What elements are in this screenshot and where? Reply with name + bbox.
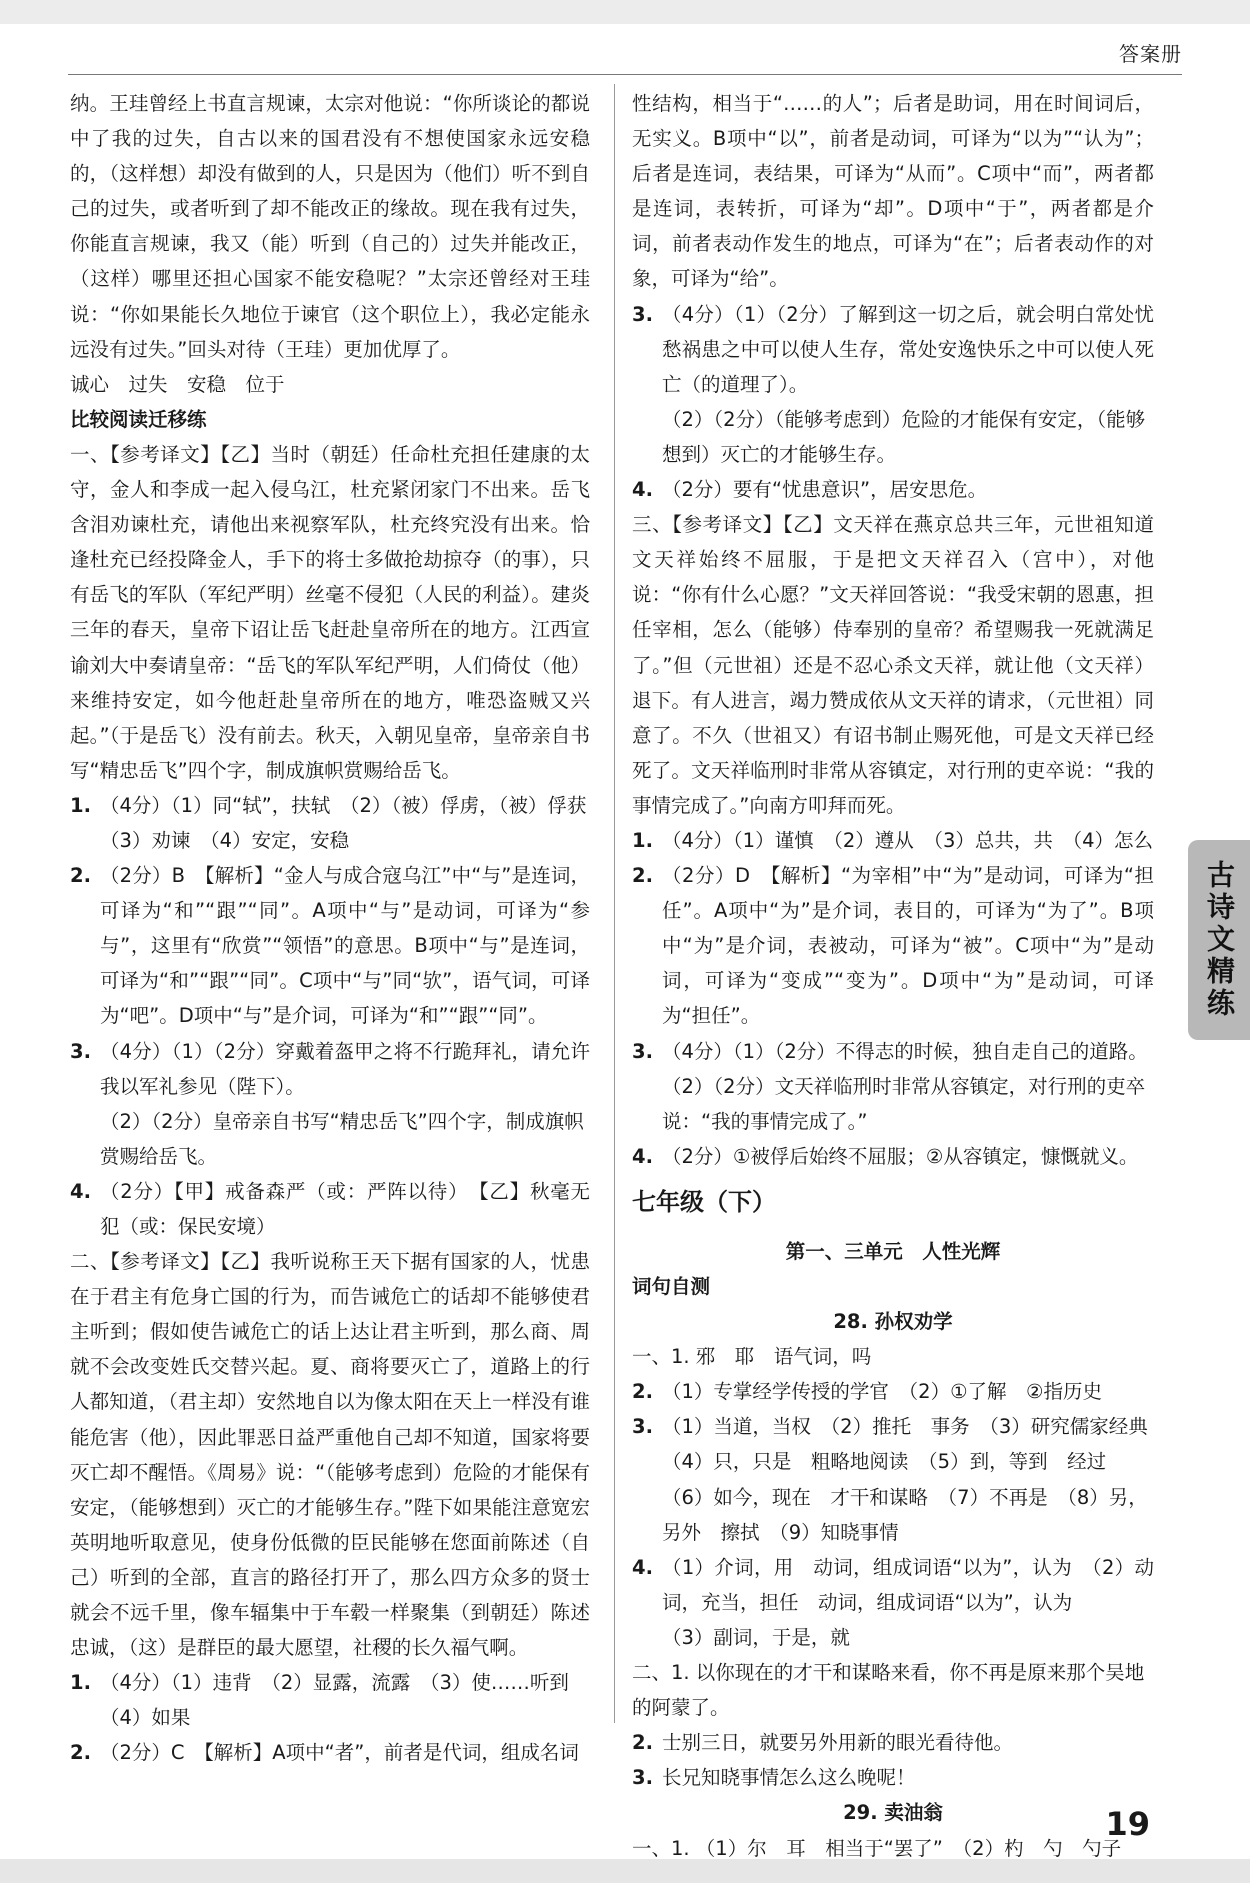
left-column	[70, 86, 590, 1771]
answer-item: 4. （2分）①被俘后始终不屈服；②从容镇定，慷慨就义。	[632, 1144, 1139, 1168]
answer-item: 2. 士别三日，就要另外用新的眼光看待他。	[632, 1731, 1014, 1755]
section-title: 比较阅读迁移练	[70, 407, 207, 431]
answer-continuation: （4）如果	[100, 1706, 191, 1730]
grade-title: 七年级（下）	[632, 1187, 776, 1216]
page-number: 19	[1105, 1805, 1150, 1843]
unit-title: 第一、三单元 人性光辉	[785, 1239, 1001, 1263]
answer-line: 二、1. 以你现在的才干和谋略来看，你不再是原来那个吴地的阿蒙了。	[632, 1661, 1145, 1720]
answer-item: 4. （2分）要有“忧患意识”，居安思危。	[632, 478, 988, 502]
lesson-title: 28. 孙权劝学	[833, 1310, 953, 1334]
answer-item: 2. （2分）D 【解析】“为宰相”中“为”是动词，可译为“担任”。A项中“为”是介词，表目的，可译为“为了”。B项中“为”是介词，表被动，可译为“被”。C项中“为”是动词，可译为“变成”“变为”。D项中“为”是动词，可译为“担任”。	[632, 864, 1154, 1028]
answer-continuation: （2）（2分）皇帝亲自书写“精忠岳飞”四个字，制成旗帜赏赐给岳飞。	[100, 1109, 584, 1168]
translation-paragraph: 纳。王珪曾经上书直言规谏，太宗对他说：“你所谈论的都说中了我的过失，自古以来的国君没有不想使国家永远安稳的，（这样想）却没有做到的人，只是因为（他们）听不到自己的过失，或者听到了却不能改正的缘故。现在我有过失，你能直言规谏，我又（能）听到（自己的）过失并能改正，（这样）哪里还担心国家不能安稳呢？”太宗还曾经对王珪说：“你如果能长久地位于谏官（这个职位上），我必定能永远没有过失。”回头对待（王珪）更加优厚了。	[70, 92, 590, 361]
answer-item: 1. （4分）（1）同“轼”，扶轼 （2）（被）俘虏，（被）俘获	[70, 793, 587, 817]
answer-continuation: （2）（2分）文天祥临刑时非常从容镇定，对行刑的吏卒说：“我的事情完成了。”	[662, 1074, 1146, 1133]
column-divider	[614, 84, 615, 1723]
footer-band	[0, 1859, 1250, 1883]
header-rule	[68, 74, 1182, 75]
answer-item: 2. （2分）C 【解析】A项中“者”，前者是代词，组成名词	[70, 1741, 579, 1765]
answer-item: 1. （4分）（1）谨慎 （2）遵从 （3）总共，共 （4）怎么	[632, 828, 1154, 852]
answer-item: 1. （4分）（1）违背 （2）显露，流露 （3）使……听到	[70, 1671, 569, 1695]
answer-continuation: （6）如今，现在 才干和谋略 （7）不再是 （8）另，另外 擦拭 （9）知晓事情	[662, 1485, 1148, 1544]
answer-continuation: （2）（2分）（能够考虑到）危险的才能保有安定，（能够想到）灭亡的才能够生存。	[662, 407, 1146, 466]
answer-item: 3. （4分）（1）（2分）了解到这一切之后，就会明白常处忧愁祸患之中可以使人生存，常处安逸快乐之中可以使人死亡（的道理了）。	[632, 302, 1154, 396]
answer-item: 3. （1）当道，当权 （2）推托 事务 （3）研究儒家经典	[632, 1415, 1148, 1439]
translation-paragraph-3: 三、【参考译文】【乙】文天祥在燕京总共三年，元世祖知道文天祥始终不屈服，于是把文天祥召入（宫中），对他说：“你有什么心愿？”文天祥回答说：“我受宋朝的恩惠，担任宰相，怎么（能够）侍奉别的皇帝？希望赐我一死就满足了。”但（元世祖）还是不忍心杀文天祥，就让他（文天祥）退下。有人进言，竭力赞成依从文天祥的请求，（元世祖）同意了。不久（世祖又）有诏书制止赐死他，可是文天祥已经死了。文天祥临刑时非常从容镇定，对行刑的吏卒说：“我的事情完成了。”向南方叩拜而死。	[632, 513, 1154, 817]
side-tab: 古诗文精练	[1188, 840, 1250, 1040]
answer-continuation: （3）劝谏 （4）安定，安稳	[100, 828, 350, 852]
translation-paragraph-1: 一、【参考译文】【乙】当时（朝廷）任命杜充担任建康的太守，金人和李成一起入侵乌江，杜充紧闭家门不出来。岳飞含泪劝谏杜充，请他出来视察军队，杜充终究没有出来。恰逢杜充已经投降金人，手下的将士多做抢劫掠夺（的事），只有岳飞的军队（军纪严明）丝毫不侵犯（人民的利益）。建炎三年的春天，皇帝下诏让岳飞赶赴皇帝所在的地方。江西宣谕刘大中奏请皇帝：“岳飞的军队军纪严明，人们倚仗（他）来维持安定，如今他赶赴皇帝所在的地方，唯恐盗贼又兴起。”（于是岳飞）没有前去。秋天，入朝见皇帝，皇帝亲自书写“精忠岳飞”四个字，制成旗帜赏赐给岳飞。	[70, 442, 590, 782]
answer-item: 2. （1）专掌经学传授的学官 （2）①了解 ②指历史	[632, 1380, 1103, 1404]
answer-item: 3. 长兄知晓事情怎么这么晚呢！	[632, 1766, 916, 1790]
answer-item: 4. （1）介词，用 动词，组成词语“以为”，认为 （2）动词，充当，担任 动词，组成词语“以为”，认为	[632, 1555, 1154, 1614]
answer-item: 2. （2分）B 【解析】“金人与成合寇乌江”中“与”是连词，可译为“和”“跟”“同”。A项中“与”是动词，可译为“参与”，这里有“欣赏”“领悟”的意思。B项中“与”是连词，可译为“和”“跟”“同”。C项中“与”同“欤”，语气词，可译为“吧”。D项中“与”是介词，可译为“和”“跟”“同”。	[70, 864, 590, 1028]
answer-words: 诚心 过失 安稳 位于	[70, 372, 285, 396]
answer-line: 一、1. 邪 耶 语气词，吗	[632, 1345, 872, 1369]
answer-continuation: （4）只，只是 粗略地阅读 （5）到，等到 经过	[662, 1450, 1107, 1474]
right-column	[632, 86, 1154, 1866]
answer-continuation: 性结构，相当于“……的人”；后者是助词，用在时间词后，无实义。B项中“以”，前者是动词，可译为“以为”“认为”；后者是连词，表结果，可译为“从而”。C项中“而”，两者都是连词，表转折，可译为“却”。D项中“于”，两者都是介词，前者表动作发生的地点，可译为“在”；后者表动作的对象，可译为“给”。	[632, 92, 1154, 291]
lesson-title: 29. 卖油翁	[843, 1801, 943, 1825]
header-label: 答案册	[1119, 42, 1182, 66]
subheading: 词句自测	[632, 1275, 711, 1298]
answer-item: 4. （2分）【甲】戒备森严（或：严阵以待） 【乙】秋毫无犯（或：保民安境）	[70, 1179, 590, 1238]
answer-line: 一、1. （1）尔 耳 相当于“罢了” （2）杓 勺 勺子	[632, 1836, 1122, 1860]
translation-paragraph-2: 二、【参考译文】【乙】我听说称王天下据有国家的人，忧患在于君主有危身亡国的行为，而告诫危亡的话却不能够使君主听到；假如使告诫危亡的话上达让君主听到，那么商、周就不会改变姓氏交替兴起。夏、商将要灭亡了，道路上的行人都知道，（君主却）安然地自以为像太阳在天上一样没有谁能危害（他），因此罪恶日益严重他自己却不知道，国家将要灭亡却不醒悟。《周易》说：“（能够考虑到）危险的才能保有安定，（能够想到）灭亡的才能够生存。”陛下如果能注意宽宏英明地听取意见，使身份低微的臣民能够在您面前陈述（自己）听到的全部，直言的路径打开了，那么四方众多的贤士就会不远千里，像车辐集中于车毂一样聚集（到朝廷）陈述忠诚，（这）是群臣的最大愿望，社稷的长久福气啊。	[70, 1250, 590, 1660]
answer-item: 3. （4分）（1）（2分）穿戴着盔甲之将不行跪拜礼，请允许我以军礼参见（陛下）。	[70, 1039, 590, 1098]
answer-continuation: （3）副词，于是，就	[662, 1625, 850, 1649]
top-band	[0, 0, 1250, 24]
answer-item: 3. （4分）（1）（2分）不得志的时候，独自走自己的道路。	[632, 1039, 1148, 1063]
